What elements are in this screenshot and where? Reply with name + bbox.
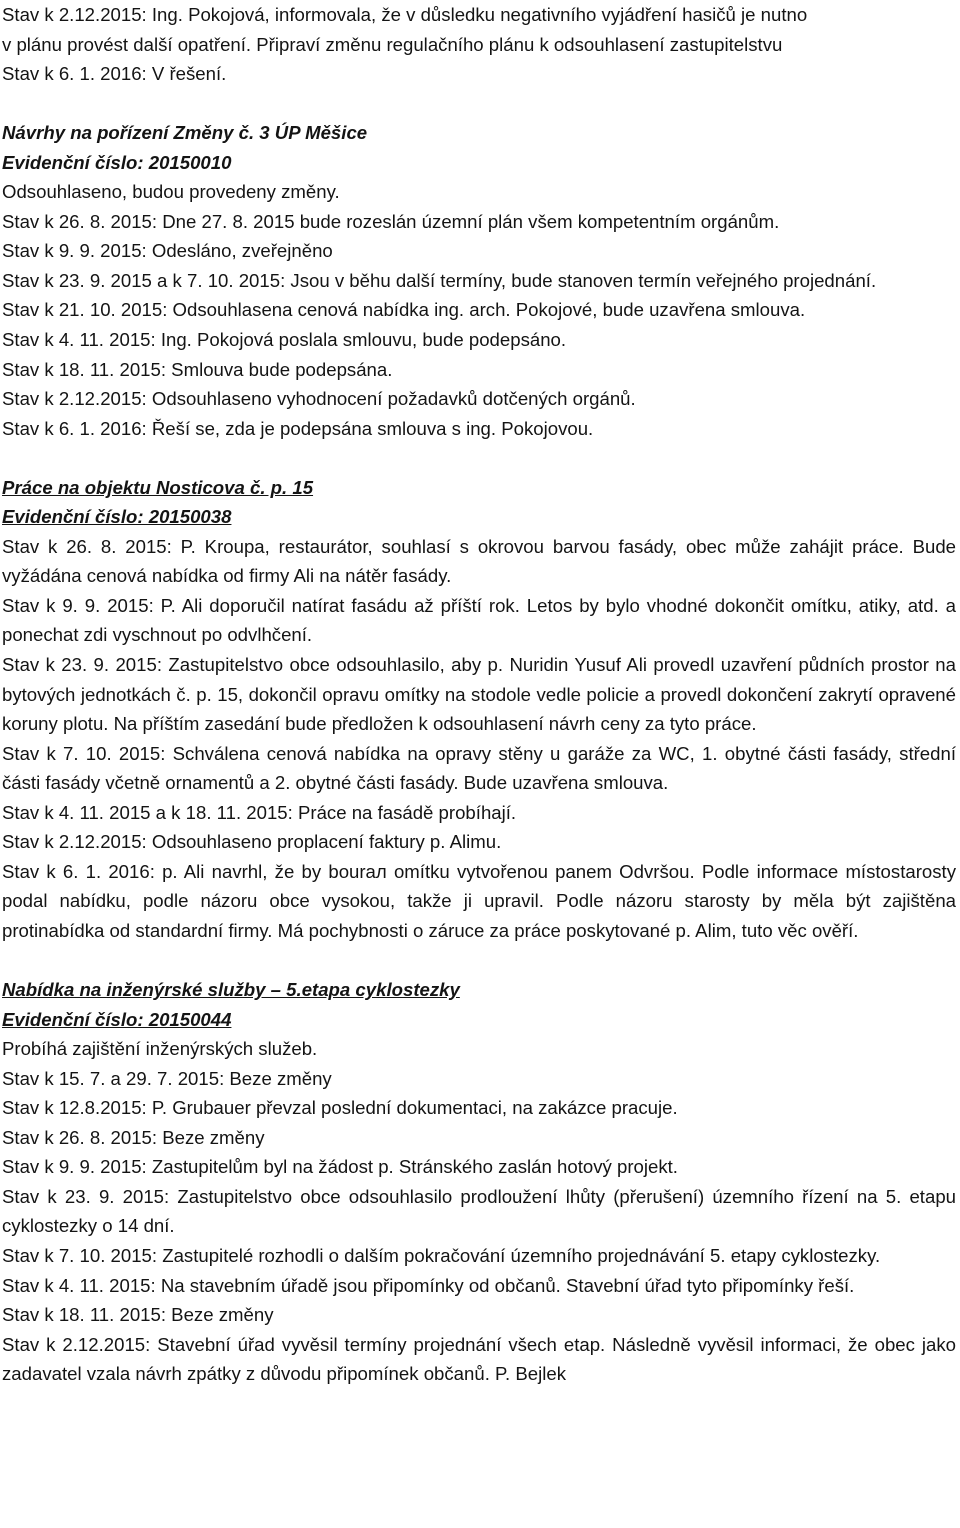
status-paragraph: Stav k 2.12.2015: Odsouhlaseno vyhodnocení požadavků dotčených orgánů. xyxy=(2,388,636,410)
intro-block xyxy=(2,0,956,89)
status-paragraph: Stav k 23. 9. 2015: Zastupitelstvo obce odsouhlasilo prodloužení lhůty (přerušení) územního řízení na 5. etapu cyklostezky o 14 dní. xyxy=(2,1185,956,1237)
status-paragraph: Stav k 26. 8. 2015: Beze změny xyxy=(2,1126,265,1148)
status-paragraph: Stav k 4. 11. 2015: Ing. Pokojová poslala smlouvu, bude podepsáno. xyxy=(2,329,567,351)
status-paragraph: Stav k 26. 8. 2015: Dne 27. 8. 2015 bude rozeslán územní plán všem kompetentním orgánům. xyxy=(2,210,780,232)
section-spacer xyxy=(2,443,956,473)
status-paragraph: Odsouhlaseno, budou provedeny změny. xyxy=(2,181,340,203)
status-paragraph: Stav k 21. 10. 2015: Odsouhlasena cenová nabídka ing. arch. Pokojové, bude uzavřena smlouva. xyxy=(2,299,806,321)
status-paragraph: Stav k 15. 7. a 29. 7. 2015: Beze změny xyxy=(2,1067,332,1089)
evidence-number: Evidenční číslo: 20150044 xyxy=(2,1008,232,1030)
section-nosticova xyxy=(2,473,956,946)
section-cyklostezka xyxy=(2,975,956,1389)
status-paragraph: Stav k 18. 11. 2015: Smlouva bude podepsána. xyxy=(2,358,393,380)
intro-line: v plánu provést další opatření. Připraví změnu regulačního plánu k odsouhlasení zastupitelstvu xyxy=(2,33,783,55)
status-paragraph: Stav k 7. 10. 2015: Schválena cenová nabídka na opravy stěny u garáže za WC, 1. obytné části fasády, střední části fasády včetně ornamentů a 2. obytné části fasády. Bude uzavřena smlouva. xyxy=(2,742,956,794)
status-paragraph: Stav k 26. 8. 2015: P. Kroupa, restaurátor, souhlasí s okrovou barvou fasády, obec může zahájit práce. Bude vyžádána cenová nabídka od firmy Ali na nátěr fasády. xyxy=(2,535,956,587)
status-paragraph: Stav k 4. 11. 2015 a k 18. 11. 2015: Práce na fasádě probíhají. xyxy=(2,801,517,823)
section-zmena-up xyxy=(2,118,956,443)
evidence-number: Evidenční číslo: 20150010 xyxy=(2,151,232,173)
status-paragraph: Stav k 2.12.2015: Odsouhlaseno proplacení faktury p. Alimu. xyxy=(2,831,502,853)
intro-line: Stav k 6. 1. 2016: V řešení. xyxy=(2,63,227,85)
status-paragraph: Stav k 6. 1. 2016: p. Ali navrhl, že by bourал omítku vytvořenou panem Odvršou. Podle informace místostarosty podal nabídku, podle názoru obce vysokou, takže ji upravil. Podle názoru starosty by měla být zajištěna protinabídka od standardní firmy. Má pochybnosti o záruce za práce poskytované p. Alim, tuto věc ověří. xyxy=(2,860,956,941)
status-paragraph: Stav k 23. 9. 2015 a k 7. 10. 2015: Jsou v běhu další termíny, bude stanoven termín veřejného projednání. xyxy=(2,269,877,291)
section-spacer xyxy=(2,946,956,976)
status-paragraph: Stav k 18. 11. 2015: Beze změny xyxy=(2,1304,274,1326)
status-paragraph: Probíhá zajištění inženýrských služeb. xyxy=(2,1038,318,1060)
status-paragraph: Stav k 23. 9. 2015: Zastupitelstvo obce odsouhlasilo, aby p. Nuridin Yusuf Ali provedl uzavření půdních prostor na bytových jednotkách č. p. 15, dokončil opravu omítky na stodole vedle policie a provedl dokončení zakrytí opravené koruny plotu. Na příštím zasedání bude předložen k odsouhlasení návrh ceny za tyto práce. xyxy=(2,654,956,735)
status-paragraph: Stav k 9. 9. 2015: P. Ali doporučil natírat fasádu až příští rok. Letos by bylo vhodné dokončit omítku, atiky, atd. a ponechat zdi vyschnout po odvlhčení. xyxy=(2,594,956,646)
status-paragraph: Stav k 7. 10. 2015: Zastupitelé rozhodli o dalším pokračování územního projednávání 5. etapy cyklostezky. xyxy=(2,1244,881,1266)
section-spacer xyxy=(2,89,956,119)
section-title: Nabídka na inženýrské služby – 5.etapa cyklostezky xyxy=(2,979,460,1001)
status-paragraph: Stav k 9. 9. 2015: Odesláno, zveřejněno xyxy=(2,240,333,262)
status-paragraph: Stav k 12.8.2015: P. Grubauer převzal poslední dokumentaci, na zakázce pracuje. xyxy=(2,1097,678,1119)
status-paragraph: Stav k 4. 11. 2015: Na stavebním úřadě jsou připomínky od občanů. Stavební úřad tyto připomínky řeší. xyxy=(2,1274,855,1296)
section-title: Práce na objektu Nosticova č. p. 15 xyxy=(2,476,314,498)
status-paragraph: Stav k 6. 1. 2016: Řeší se, zda je podepsána smlouva s ing. Pokojovou. xyxy=(2,417,594,439)
section-title: Návrhy na pořízení Změny č. 3 ÚP Měšice xyxy=(2,122,368,144)
status-paragraph: Stav k 2.12.2015: Stavební úřad vyvěsil termíny projednání všech etap. Následně vyvěsil informaci, že obec jako zadavatel vzala návrh zpátky z důvodu připomínek občanů. P. Bejlek xyxy=(2,1333,956,1385)
evidence-number: Evidenční číslo: 20150038 xyxy=(2,506,232,528)
intro-line: Stav k 2.12.2015: Ing. Pokojová, informovala, že v důsledku negativního vyjádření hasičů je nutno xyxy=(2,4,808,25)
status-paragraph: Stav k 9. 9. 2015: Zastupitelům byl na žádost p. Stránského zaslán hotový projekt. xyxy=(2,1156,678,1178)
